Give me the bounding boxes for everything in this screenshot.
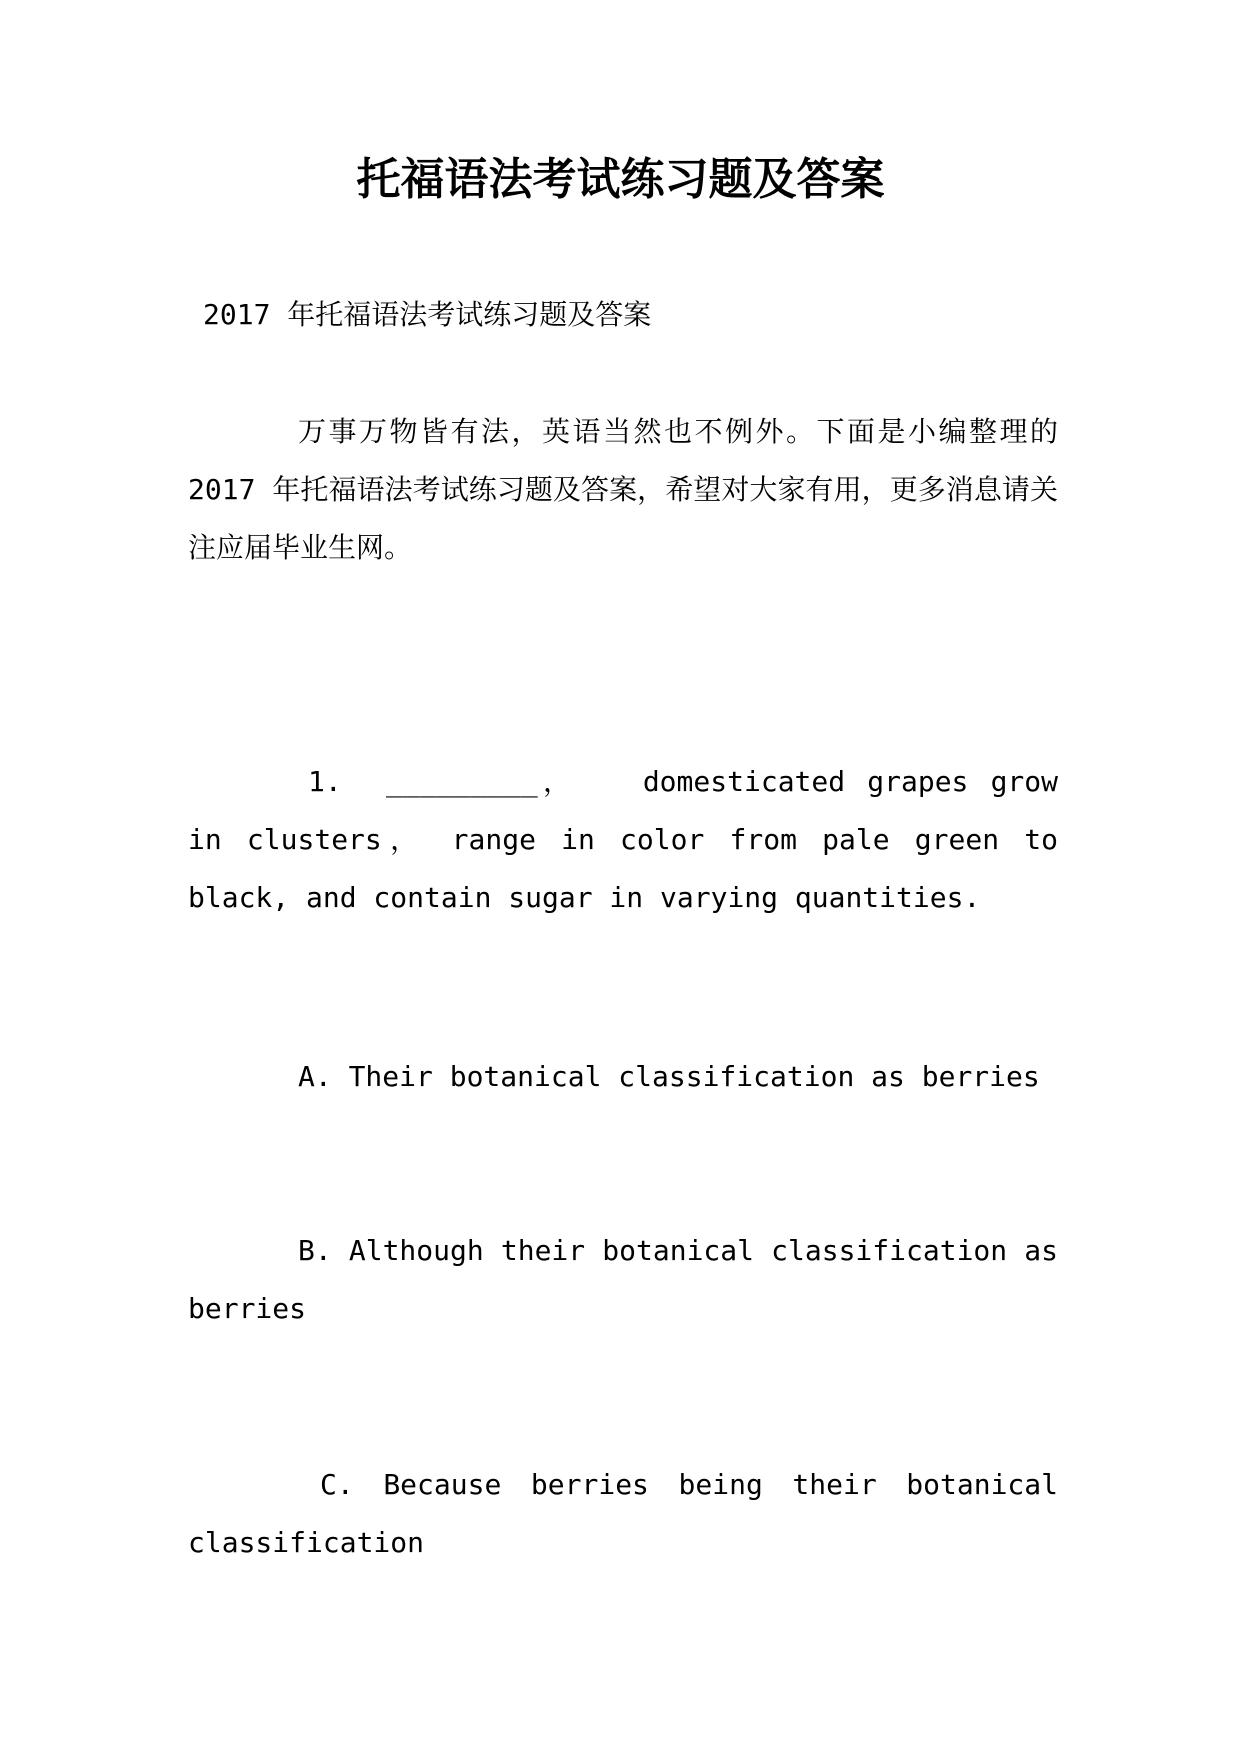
question-text: domesticated grapes grow in clusters， range in color from pale green to black, and contain sugar in varying quantities. <box>188 765 1059 914</box>
page-title: 托福语法考试练习题及答案 <box>356 154 885 205</box>
document-subtitle: 2017 年托福语法考试练习题及答案 <box>203 298 652 331</box>
option-c: C. Because berries being their botanical classification <box>188 1468 1058 1559</box>
question-blank: _________， <box>386 765 577 798</box>
option-b: B. Although their botanical classification as berries <box>188 1234 1058 1325</box>
intro-paragraph: 万事万物皆有法，英语当然也不例外。下面是小编整理的 2017 年托福语法考试练习题及答案，希望对大家有用，更多消息请关注应届毕业生网。 <box>188 415 1058 564</box>
question-number: 1. <box>308 765 342 798</box>
question-1 <box>188 753 1058 927</box>
option-a: A. Their botanical classification as berries <box>298 1060 1040 1093</box>
